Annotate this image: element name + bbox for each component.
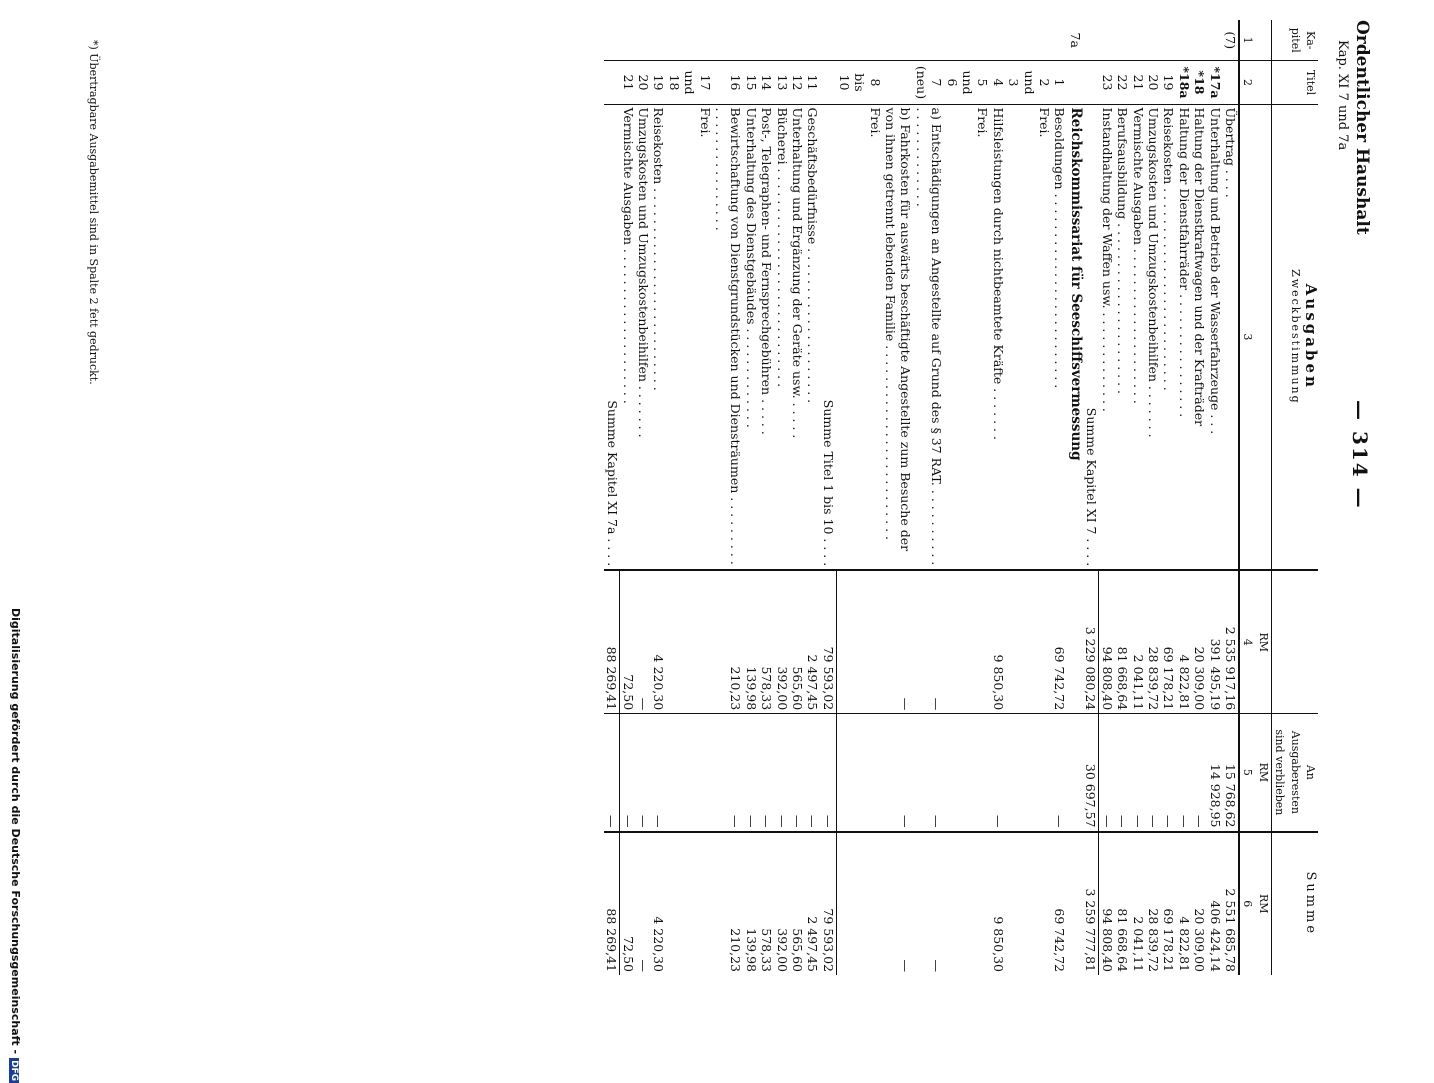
column-numbers-row bbox=[1239, 20, 1255, 975]
cell-summe: 139,98 bbox=[743, 832, 758, 975]
col-num-6: 6 bbox=[1239, 832, 1255, 975]
cell-titel: 21 bbox=[1130, 61, 1145, 104]
cell-zweck: b) Fahrkosten für auswärts beschäftigte Angestellte zum Besuche der von ihnen getrennt lebenden Familie . . . . . . . . . . . . . . . . . . . . . . . . . bbox=[883, 104, 914, 570]
cell-titel: 20 bbox=[1146, 61, 1161, 104]
cell-titel: 4 bbox=[990, 61, 1005, 104]
cell-reste: — bbox=[636, 714, 651, 832]
table-row bbox=[1207, 20, 1222, 975]
cell-ausgegeben bbox=[1006, 570, 1052, 713]
header-zweck bbox=[1271, 104, 1318, 570]
cell-kapitel bbox=[1006, 20, 1052, 61]
cell-summe: 28 839,72 bbox=[1146, 832, 1161, 975]
table-row bbox=[759, 20, 774, 975]
cell-reste: 14 928,95 bbox=[1207, 714, 1222, 832]
cell-zweck: Frei. bbox=[666, 104, 712, 570]
cell-titel: 22 bbox=[1115, 61, 1130, 104]
cell-ausgegeben: 210,23 bbox=[713, 570, 744, 713]
table-row bbox=[883, 20, 914, 975]
cell-ausgegeben: 94 808,40 bbox=[1099, 570, 1115, 713]
cell-summe: 69 742,72 bbox=[1052, 832, 1067, 975]
cell-summe bbox=[1068, 832, 1083, 975]
cell-titel bbox=[604, 61, 620, 104]
cell-kapitel bbox=[1052, 20, 1067, 61]
table-row bbox=[774, 20, 789, 975]
table-row bbox=[1176, 20, 1191, 975]
cell-summe: 69 178,21 bbox=[1161, 832, 1176, 975]
table-row bbox=[1146, 20, 1161, 975]
cell-titel: 23 bbox=[1099, 61, 1115, 104]
header-ausgegeben bbox=[1271, 570, 1318, 713]
cell-reste: — bbox=[990, 714, 1005, 832]
page-number: — 314 — bbox=[1348, 400, 1372, 510]
cell-summe: 578,33 bbox=[759, 832, 774, 975]
table-row bbox=[1006, 20, 1052, 975]
cell-reste: — bbox=[1192, 714, 1207, 832]
table-row bbox=[620, 20, 636, 975]
cell-zweck: Instandhaltung der Waffen usw. . . . . . . . . . . . . . bbox=[1099, 104, 1115, 570]
cell-kapitel bbox=[759, 20, 774, 61]
cell-summe bbox=[666, 832, 712, 975]
cell-zweck: Geschäftsbedürfnisse . . . . . . . . . . . . . . . . . . . . bbox=[805, 104, 820, 570]
cell-titel: 12 bbox=[790, 61, 805, 104]
sum-reste: — bbox=[821, 714, 837, 832]
cell-titel: 19 bbox=[651, 61, 666, 104]
cell-reste: — bbox=[651, 714, 666, 832]
col-num-4: 4 bbox=[1239, 570, 1255, 713]
cell-ausgegeben: 4 220,30 bbox=[651, 570, 666, 713]
cell-ausgegeben: 578,33 bbox=[759, 570, 774, 713]
cell-reste: — bbox=[713, 714, 744, 832]
cell-summe: — bbox=[913, 832, 944, 975]
section-header-7a bbox=[1068, 20, 1083, 975]
sum-label: Summe Kapitel XI 7a . . . . bbox=[604, 104, 620, 570]
table-row bbox=[666, 20, 712, 975]
cell-ausgegeben: 69 178,21 bbox=[1161, 570, 1176, 713]
sum-reste: 30 697,57 bbox=[1083, 714, 1099, 832]
col-num-1: 1 bbox=[1239, 20, 1255, 61]
header-zweckbestimmung: Zweckbestimmung bbox=[1288, 269, 1302, 405]
page-header bbox=[1320, 20, 1380, 980]
cell-ausgegeben: — bbox=[913, 570, 944, 713]
cell-summe: 392,00 bbox=[774, 832, 789, 975]
cell-ausgegeben: 69 742,72 bbox=[1052, 570, 1067, 713]
table-header-row bbox=[1271, 20, 1318, 975]
sum-kapitel-7a bbox=[604, 20, 620, 975]
cell-titel: 7 (neu) bbox=[913, 61, 944, 104]
cell-kapitel bbox=[821, 20, 837, 61]
table-row bbox=[1052, 20, 1067, 975]
cell-kapitel bbox=[1176, 20, 1191, 61]
cell-ausgegeben bbox=[836, 570, 882, 713]
header-reste: An Ausgaberesten sind verblieben bbox=[1271, 714, 1318, 832]
cell-summe bbox=[1006, 832, 1052, 975]
cell-kapitel bbox=[1083, 20, 1099, 61]
cell-titel: 19 bbox=[1161, 61, 1176, 104]
cell-reste bbox=[1068, 714, 1083, 832]
table-row bbox=[1115, 20, 1130, 975]
cell-reste: — bbox=[1115, 714, 1130, 832]
cell-titel: 20 bbox=[636, 61, 651, 104]
cell-zweck: Post-, Telegraphen- und Fernsprechgebühren . . . . . bbox=[759, 104, 774, 570]
cell-kapitel bbox=[1099, 20, 1115, 61]
cell-zweck: Bücherei . . . . . . . . . . . . . . . . . . . . . . . . . . . . bbox=[774, 104, 789, 570]
cell-titel: 21 bbox=[620, 61, 636, 104]
cell-kapitel bbox=[1146, 20, 1161, 61]
cell-ausgegeben: 20 309,00 bbox=[1192, 570, 1207, 713]
cell-zweck: Berufsausbildung . . . . . . . . . . . . . . . . . . . . . . bbox=[1115, 104, 1130, 570]
cell-summe: 4 220,30 bbox=[651, 832, 666, 975]
cell-ausgegeben: 28 839,72 bbox=[1146, 570, 1161, 713]
sum-summe: 3 259 777,81 bbox=[1083, 832, 1099, 975]
cell-zweck: Unterhaltung des Dienstgebäudes . . . . . . . . . . . . . bbox=[743, 104, 758, 570]
cell-kapitel: 7a bbox=[1067, 32, 1083, 48]
cell-kapitel bbox=[774, 20, 789, 61]
cell-summe: 72,50 bbox=[620, 832, 636, 975]
sum-summe: 79 593,02 bbox=[821, 832, 837, 975]
cell-kapitel bbox=[743, 20, 758, 61]
cell-titel: 8 bis 10 bbox=[836, 61, 882, 104]
cell-kapitel bbox=[1161, 20, 1176, 61]
cell-reste: — bbox=[620, 714, 636, 832]
cell-zweck: Haltung der Dienstkraftwagen und der Krafträder bbox=[1192, 104, 1207, 570]
cell-ausgegeben: 139,98 bbox=[743, 570, 758, 713]
cell-summe: — bbox=[636, 832, 651, 975]
cell-reste: — bbox=[759, 714, 774, 832]
table-row bbox=[913, 20, 944, 975]
cell-ausgegeben: 392,00 bbox=[774, 570, 789, 713]
header-kapitel: Ka- pitel bbox=[1271, 20, 1318, 61]
cell-reste bbox=[1006, 714, 1052, 832]
cell-kapitel: (7) bbox=[1222, 31, 1238, 50]
table-row bbox=[713, 20, 744, 975]
table-row bbox=[1099, 20, 1115, 975]
cell-ausgegeben: 2 535 917,16 bbox=[1223, 570, 1239, 713]
cell-reste: — bbox=[1161, 714, 1176, 832]
cell-summe: 2 041,11 bbox=[1130, 832, 1145, 975]
cell-zweck: Vermischte Ausgaben . . . . . . . . . . . . . . . . . . . . bbox=[1130, 104, 1145, 570]
cell-kapitel bbox=[713, 20, 744, 61]
digitization-note-text: Digitalisierung gefördert durch die Deutsche Forschungsgemeinschaft - bbox=[9, 608, 22, 1055]
units-row bbox=[1255, 20, 1271, 975]
cell-zweck: Unterhaltung und Ergänzung der Geräte usw. . . . . . bbox=[790, 104, 805, 570]
cell-titel bbox=[883, 61, 914, 104]
cell-titel: 11 bbox=[805, 61, 820, 104]
cell-ausgegeben bbox=[666, 570, 712, 713]
cell-zweck: Vermischte Ausgaben . . . . . . . . . . . . . . . . . . . . bbox=[620, 104, 636, 570]
cell-summe: 2 551 685,78 bbox=[1223, 832, 1239, 975]
col-num-3: 3 bbox=[1239, 104, 1255, 570]
cell-summe: 406 424,14 bbox=[1207, 832, 1222, 975]
cell-ausgegeben: — bbox=[883, 570, 914, 713]
cell-titel: 15 bbox=[743, 61, 758, 104]
cell-ausgegeben: 2 497,45 bbox=[805, 570, 820, 713]
cell-summe: 4 822,81 bbox=[1176, 832, 1191, 975]
cell-kapitel bbox=[1207, 20, 1222, 61]
table-row bbox=[1223, 20, 1239, 975]
cell-zweck: Haltung der Dienstfahrräder . . . . . . . . . . . . . . . . bbox=[1176, 104, 1191, 570]
cell-summe: 565,60 bbox=[790, 832, 805, 975]
cell-kapitel bbox=[790, 20, 805, 61]
header-titel: Titel bbox=[1271, 61, 1318, 104]
cell-titel: 5 und 6 bbox=[944, 61, 990, 104]
cell-titel: 1 bbox=[1052, 61, 1067, 104]
cell-summe: 2 497,45 bbox=[805, 832, 820, 975]
cell-kapitel bbox=[604, 20, 620, 61]
cell-ausgegeben: 391 495,19 bbox=[1207, 570, 1222, 713]
table-row bbox=[790, 20, 805, 975]
cell-zweck: Frei. bbox=[1006, 104, 1052, 570]
cell-kapitel bbox=[620, 20, 636, 61]
digitization-note bbox=[8, 608, 22, 1082]
cell-ausgegeben bbox=[944, 570, 990, 713]
cell-reste: — bbox=[1052, 714, 1067, 832]
table-row bbox=[1161, 20, 1176, 975]
cell-kapitel bbox=[805, 20, 820, 61]
table-row bbox=[636, 20, 651, 975]
cell-reste bbox=[666, 714, 712, 832]
rotated-content bbox=[70, 20, 1380, 980]
budget-table bbox=[604, 20, 1318, 975]
table-row bbox=[743, 20, 758, 975]
cell-summe: 9 850,30 bbox=[990, 832, 1005, 975]
cell-reste: 15 768,62 bbox=[1223, 714, 1239, 832]
cell-zweck: Reisekosten . . . . . . . . . . . . . . . . . . . . . . . . . . bbox=[651, 104, 666, 570]
cell-reste bbox=[944, 714, 990, 832]
cell-summe: 20 309,00 bbox=[1192, 832, 1207, 975]
cell-reste bbox=[836, 714, 882, 832]
cell-summe bbox=[944, 832, 990, 975]
cell-titel bbox=[821, 61, 837, 104]
cell-titel: *18a bbox=[1176, 61, 1191, 104]
sum-ausgegeben: 88 269,41 bbox=[604, 570, 620, 713]
cell-zweck: Umzugskosten und Umzugskostenbeihilfen . . . . . . . bbox=[1146, 104, 1161, 570]
cell-ausgegeben: 4 822,81 bbox=[1176, 570, 1191, 713]
cell-kapitel bbox=[990, 20, 1005, 61]
cell-zweck: Umzugskosten und Umzugskostenbeihilfen . . . . . . . bbox=[636, 104, 651, 570]
table-row bbox=[1130, 20, 1145, 975]
cell-kapitel bbox=[836, 20, 882, 61]
cell-reste: — bbox=[790, 714, 805, 832]
cell-kapitel bbox=[1130, 20, 1145, 61]
sum-titel-1-10 bbox=[821, 20, 837, 975]
cell-ausgegeben: 2 041,11 bbox=[1130, 570, 1145, 713]
page-subtitle: Kap. XI 7 und 7a bbox=[1335, 40, 1350, 151]
sum-kapitel-7 bbox=[1083, 20, 1099, 975]
cell-ausgegeben: 72,50 bbox=[620, 570, 636, 713]
unit-col6: RM bbox=[1255, 832, 1271, 975]
col-num-5: 5 bbox=[1239, 714, 1255, 832]
cell-ausgegeben: 9 850,30 bbox=[990, 570, 1005, 713]
table-row bbox=[990, 20, 1005, 975]
cell-reste: — bbox=[743, 714, 758, 832]
cell-reste: — bbox=[1099, 714, 1115, 832]
sum-ausgegeben: 3 229 080,24 bbox=[1083, 570, 1099, 713]
cell-ausgegeben: — bbox=[636, 570, 651, 713]
unit-col4: RM bbox=[1255, 570, 1271, 713]
cell-zweck: Unterhaltung und Betrieb der Wasserfahrzeuge . . . bbox=[1207, 104, 1222, 570]
cell-reste: — bbox=[883, 714, 914, 832]
cell-titel: *18 bbox=[1192, 61, 1207, 104]
col-num-2: 2 bbox=[1239, 61, 1255, 104]
cell-zweck: Besoldungen . . . . . . . . . . . . . . . . . . . . . . . . . bbox=[1052, 104, 1067, 570]
sum-reste: — bbox=[604, 714, 620, 832]
sum-label: Summe Kapitel XI 7 . . . . bbox=[1083, 104, 1099, 570]
cell-zweck: Übertrag . . . . bbox=[1223, 104, 1239, 570]
header-summe-label: Summe bbox=[1303, 871, 1318, 937]
cell-reste: — bbox=[1130, 714, 1145, 832]
cell-summe bbox=[836, 832, 882, 975]
sum-ausgegeben: 79 593,02 bbox=[821, 570, 837, 713]
cell-summe: 81 668,64 bbox=[1115, 832, 1130, 975]
cell-summe: 210,23 bbox=[713, 832, 744, 975]
cell-kapitel bbox=[636, 20, 651, 61]
cell-zweck: Frei. bbox=[836, 104, 882, 570]
cell-titel: 17 und 18 bbox=[666, 61, 712, 104]
cell-titel bbox=[1083, 61, 1099, 104]
cell-titel: *17a bbox=[1207, 61, 1222, 104]
cell-kapitel bbox=[1115, 20, 1130, 61]
cell-kapitel bbox=[913, 20, 944, 61]
cell-titel: 16 bbox=[713, 61, 744, 104]
cell-summe: — bbox=[883, 832, 914, 975]
cell-reste: — bbox=[1146, 714, 1161, 832]
cell-reste: — bbox=[1176, 714, 1191, 832]
unit-col5: RM bbox=[1255, 714, 1271, 832]
cell-zweck: Reisekosten . . . . . . . . . . . . . . . . . . . . . . . . . . bbox=[1161, 104, 1176, 570]
table-row bbox=[651, 20, 666, 975]
dfg-logo: DFG bbox=[9, 1060, 19, 1082]
cell-titel bbox=[1068, 61, 1083, 104]
cell-zweck: Bewirtschaftung von Dienstgrundstücken und Diensträumen . . . . . . . . . . . . . . . . . . . . . . . . . bbox=[713, 104, 744, 570]
table-row bbox=[944, 20, 990, 975]
cell-zweck: a) Entschädigungen an Angestellte auf Grund des § 37 RAT. . . . . . . . . . . . . . . . . . . . . . . . bbox=[913, 104, 944, 570]
cell-zweck: Hilfsleistungen durch nichtbeamtete Kräfte . . . . . . . bbox=[990, 104, 1005, 570]
cell-reste: — bbox=[805, 714, 820, 832]
cell-kapitel bbox=[651, 20, 666, 61]
cell-ausgegeben: 565,60 bbox=[790, 570, 805, 713]
header-summe bbox=[1271, 832, 1318, 975]
page-title: Ordentlicher Haushalt bbox=[1352, 20, 1372, 235]
cell-titel bbox=[1223, 61, 1239, 104]
cell-titel: 13 bbox=[774, 61, 789, 104]
table-row bbox=[836, 20, 882, 975]
table-row bbox=[805, 20, 820, 975]
cell-ausgegeben bbox=[1068, 570, 1083, 713]
cell-titel: 14 bbox=[759, 61, 774, 104]
cell-titel: 2 und 3 bbox=[1006, 61, 1052, 104]
cell-summe: 94 808,40 bbox=[1099, 832, 1115, 975]
cell-reste: — bbox=[774, 714, 789, 832]
cell-reste: — bbox=[913, 714, 944, 832]
cell-zweck: Frei. bbox=[944, 104, 990, 570]
sum-label: Summe Titel 1 bis 10 . . . . bbox=[821, 104, 837, 570]
table-row bbox=[1192, 20, 1207, 975]
cell-ausgegeben: 81 668,64 bbox=[1115, 570, 1130, 713]
cell-kapitel bbox=[1192, 20, 1207, 61]
header-ausgaben: Ausgaben bbox=[1302, 283, 1320, 390]
sum-summe: 88 269,41 bbox=[604, 832, 620, 975]
footnote: *) Übertragbare Ausgabemittel sind in Spalte 2 fett gedruckt. bbox=[87, 40, 100, 385]
cell-kapitel bbox=[944, 20, 990, 61]
section-title: Reichskommissariat für Seeschiffsvermessung bbox=[1068, 104, 1083, 570]
cell-kapitel bbox=[883, 20, 914, 61]
cell-kapitel bbox=[666, 20, 712, 61]
